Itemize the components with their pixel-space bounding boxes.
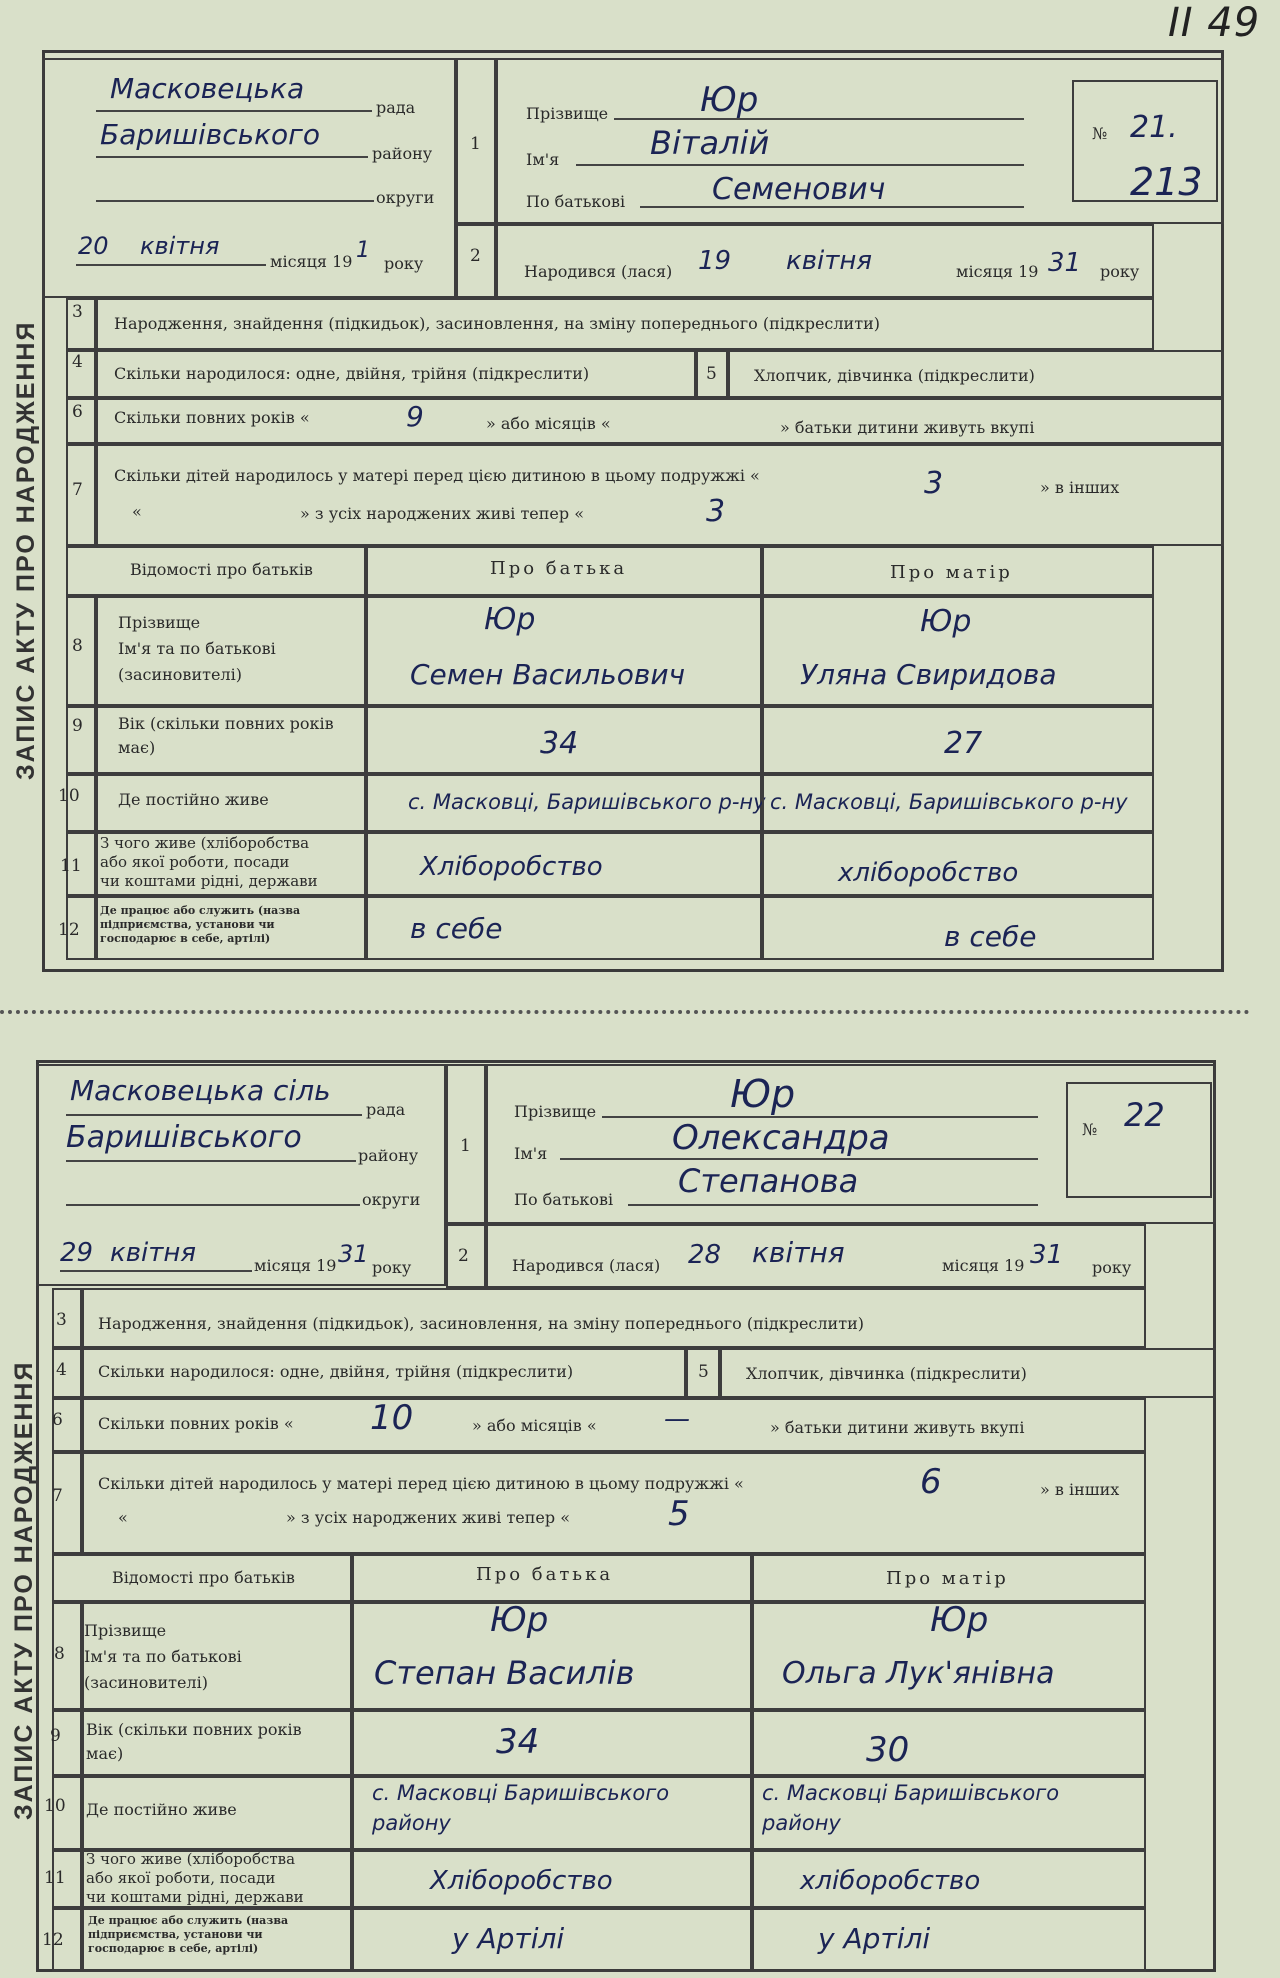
father-age-value: 34 [540, 726, 579, 761]
rada-label: рада [376, 98, 416, 117]
birth-day-value: 19 [698, 246, 732, 276]
born-label: Народився (лася) [524, 262, 673, 281]
reg-year-value: 1 [356, 238, 370, 263]
birth-month-value: квітня [786, 246, 873, 276]
surname-label: Прізвище [526, 104, 609, 123]
children-alive-value: 5 [668, 1494, 690, 1534]
row11-label: З чого живе (хліборобства або якої роботи, посади чи коштами рідні, держави [86, 1850, 304, 1906]
reg-month-value: квітня [140, 232, 220, 260]
patronymic-value: Степанова [678, 1162, 859, 1200]
roku-label: року [372, 1258, 412, 1277]
row4-text: Скільки народилося: одне, двійня, трійня (підкреслити) [114, 364, 590, 383]
father-header: Про батька [476, 1564, 614, 1585]
row5-text: Хлопчик, дівчинка (підкреслити) [754, 366, 1035, 385]
row7-d: » з усіх народжених живі тепер « [300, 504, 585, 523]
mother-surname-value: Юр [930, 1600, 989, 1640]
row7-d: » з усіх народжених живі тепер « [286, 1508, 571, 1527]
patronymic-value: Семенович [712, 172, 886, 207]
number-correction: 213 [1130, 160, 1203, 204]
father-work-value: в себе [410, 912, 503, 945]
row11-label: З чого живе (хліборобства або якої роботи, посади чи коштами рідні, держави [100, 834, 318, 890]
number-label: № [1092, 124, 1108, 143]
mother-work-value: у Артілі [818, 1922, 931, 1955]
row8-label: Прізвище Ім'я та по батькові (засиновителі) [84, 1621, 242, 1692]
mother-work-value: в себе [944, 920, 1037, 953]
council-value: Масковецька [110, 72, 305, 105]
row7-b: » в інших [1040, 478, 1120, 497]
district-value: Баришівського [66, 1120, 302, 1155]
misiatsia-label: місяця 19 [270, 252, 353, 271]
father-residence-value: с. Масковці Баришівського району [372, 1781, 670, 1835]
birth-day-value: 28 [688, 1240, 722, 1270]
mother-header: Про матір [886, 1568, 1009, 1589]
council-value: Масковецька сіль [70, 1074, 331, 1107]
father-occupation-value: Хліборобство [420, 852, 603, 882]
mother-residence-value: с. Масковці, Баришівського р-ну [770, 790, 1128, 814]
name-value: Віталій [650, 124, 770, 162]
row10-label: Де постійно живе [86, 1800, 237, 1819]
row6-a: Скільки повних років « [114, 408, 310, 427]
years-together-value: 9 [406, 400, 424, 433]
children-before-value: 6 [920, 1462, 942, 1502]
father-surname-value: Юр [490, 1600, 549, 1640]
patronymic-label: По батькові [526, 192, 626, 211]
misiatsia-label: місяця 19 [254, 1256, 337, 1275]
row3-text: Народження, знайдення (підкидьок), засиновлення, на зміну попереднього (підкреслити) [114, 314, 880, 333]
row6-a: Скільки повних років « [98, 1414, 294, 1433]
birth-year-value: 31 [1048, 248, 1082, 278]
months-together-value: — [664, 1404, 690, 1434]
children-before-value: 3 [924, 466, 944, 501]
surname-label: Прізвище [514, 1102, 597, 1121]
raionu-label: району [372, 144, 433, 163]
mother-occupation-value: хліборобство [838, 858, 1019, 888]
row10-label: Де постійно живе [118, 790, 269, 809]
mother-name-value: Уляна Свиридова [800, 658, 1057, 691]
row8-label: Прізвище Ім'я та по батькові (засиновителі) [118, 613, 276, 684]
mother-surname-value: Юр [920, 604, 972, 639]
okruhy-label: округи [376, 188, 435, 207]
reg-day-value: 20 [78, 232, 109, 260]
okruhy-label: округи [362, 1190, 421, 1209]
reg-year-value: 31 [338, 1240, 369, 1268]
birth-misiatsia-label: місяця 19 [956, 262, 1039, 281]
document-page: II 49 ЗАПИС АКТУ ПРО НАРОДЖЕННЯ Масковецька рада Баришівського району округи 20 квітня місяця 19 1 року 1 Прізвище Юр Ім'я Віталій По батькові Семенович № 21. 213 2 Народився (лася) 19 квітня місяця 19 31 року 3 Народження, знайдення (підкидьок), засиновлення, на зміну попереднього (підкреслити) 4 Скільки народилося: одне, двійня, трійня (підкреслити) 5 Хлопчик, дівчинка (підкреслити) 6 Скільки повних років « 9 » або місяців « » батьки дитини живуть вкупі 7 Скільки дітей народилось у матері перед цією дитиною в цьому подружжі « 3 » в інших « » з усіх народжених живі тепер « 3 Відомості про батьків Про батька Про матір 8 Прізвище Ім'я та по батькові (засиновителі) Юр Семен Васильович Юр Уляна Свиридова 9 Вік (скільки повних років має) 34 27 10 Де постійно живе с. Масковці, Баришівського р-ну с. Масковці, Баришівського р-ну 11 З чого живе (хліборобства або якої роботи, посади чи коштами рідні, держави Хліборобство хліборобство 12 Де працює або служить (назва підприємства, установи чи господарює в себе, артілі) в себе в себе ЗАПИС АКТУ ПРО НАРОДЖЕННЯ Масковецька сіль рада Баришівського району округи 29 квітня місяця 19 31 року 1 Прізвище Юр Ім'я Олександра По батькові Степанова № 22 2 Народився (лася) 28 квітня місяця 19 31 року 3 Народження, знайдення (підкидьок), засиновлення, на зміну попереднього (підкреслити) 4 Скільки народилося: одне, двійня, трійня (підкреслити) 5 Хлопчик, дівчинка (підкреслити) 6 Скільки повних років « 10 » або місяців « — » батьки дитини живуть вкупі 7 Скільки дітей народилось у матері перед цією дитиною в цьому подружжі « 6 » в інших « » з усіх народжених живі тепер « 5 Відомості про батьків Про батька Про матір 8 Прізвище Ім'я та по батькові (засиновителі) Юр Степан Василів Юр Ольга Лук'янівна 9 Вік (скільки повних років має) 34 30 10 Де постійно живе с. Масковці Баришівського району с. Масковці Баришівського району 11 З чого живе (хліборобства або якої роботи, посади чи коштами рідні, держави Хліборобство хліборобство 12 Де працює або служить (назва підприємства, установи чи господарює в себе, артілі) у Артілі у Артілі [0, 0, 1280, 1978]
patronymic-label: По батькові [514, 1190, 614, 1209]
mother-name-value: Ольга Лук'янівна [782, 1656, 1055, 1691]
row7-b: » в інших [1040, 1480, 1120, 1499]
number-label: № [1082, 1120, 1098, 1139]
raionu-label: району [358, 1146, 419, 1165]
father-residence-value: с. Масковці, Баришівського р-ну [408, 790, 766, 814]
birth-roku-label: року [1100, 262, 1140, 281]
sidebar-title-2: ЗАПИС АКТУ ПРО НАРОДЖЕННЯ [10, 1360, 38, 1820]
years-together-value: 10 [370, 1398, 414, 1438]
row12-label: Де працює або служить (назва підприємства, установи чи господарює в себе, артілі) [100, 904, 301, 945]
row6-c: » батьки дитини живуть вкупі [780, 418, 1035, 437]
name-label: Ім'я [514, 1144, 548, 1163]
archive-page-note: II 49 [1168, 0, 1261, 46]
row3-text: Народження, знайдення (підкидьок), засиновлення, на зміну попереднього (підкреслити) [98, 1314, 864, 1333]
surname-value: Юр [730, 1072, 796, 1116]
father-occupation-value: Хліборобство [430, 1866, 613, 1896]
father-name-value: Семен Васильович [410, 658, 686, 691]
father-work-value: у Артілі [452, 1922, 565, 1955]
row4-text: Скільки народилося: одне, двійня, трійня (підкреслити) [98, 1362, 574, 1381]
perforation-line [0, 1010, 1250, 1014]
name-label: Ім'я [526, 150, 560, 169]
birth-month-value: квітня [752, 1236, 845, 1269]
row9-label: Вік (скільки повних років має) [118, 714, 334, 757]
sidebar-title: ЗАПИС АКТУ ПРО НАРОДЖЕННЯ [12, 320, 40, 780]
father-age-value: 34 [496, 1722, 540, 1762]
birth-misiatsia-label: місяця 19 [942, 1256, 1025, 1275]
birth-year-value: 31 [1030, 1240, 1064, 1270]
row7-a: Скільки дітей народилось у матері перед цією дитиною в цьому подружжі « [98, 1474, 744, 1493]
mother-header: Про матір [890, 562, 1013, 583]
row7-a: Скільки дітей народилось у матері перед цією дитиною в цьому подружжі « [114, 466, 760, 485]
row5-text: Хлопчик, дівчинка (підкреслити) [746, 1364, 1027, 1383]
mother-residence-value: с. Масковці Баришівського району [762, 1781, 1060, 1835]
row12-label: Де працює або служить (назва підприємства, установи чи господарює в себе, артілі) [88, 1914, 289, 1955]
vidomosti-header: Відомості про батьків [130, 560, 313, 579]
name-value: Олександра [672, 1118, 890, 1158]
reg-day-value: 29 [60, 1238, 94, 1268]
surname-value: Юр [700, 80, 759, 120]
father-header: Про батька [490, 558, 628, 579]
number-value: 21. [1130, 110, 1178, 145]
roku-label: року [384, 254, 424, 273]
children-alive-value: 3 [706, 494, 726, 529]
district-value: Баришівського [100, 118, 321, 151]
vidomosti-header: Відомості про батьків [112, 1568, 295, 1587]
number-value: 22 [1124, 1096, 1165, 1134]
birth-roku-label: року [1092, 1258, 1132, 1277]
row9-label: Вік (скільки повних років має) [86, 1720, 302, 1763]
born-label: Народився (лася) [512, 1256, 661, 1275]
row6-b: » або місяців « [472, 1416, 597, 1435]
mother-age-value: 27 [944, 726, 983, 761]
mother-occupation-value: хліборобство [800, 1866, 981, 1896]
mother-age-value: 30 [866, 1730, 910, 1770]
father-surname-value: Юр [484, 602, 536, 637]
father-name-value: Степан Василів [374, 1654, 635, 1692]
row6-b: » або місяців « [486, 414, 611, 433]
row6-c: » батьки дитини живуть вкупі [770, 1418, 1025, 1437]
rada-label: рада [366, 1100, 406, 1119]
reg-month-value: квітня [110, 1238, 197, 1268]
